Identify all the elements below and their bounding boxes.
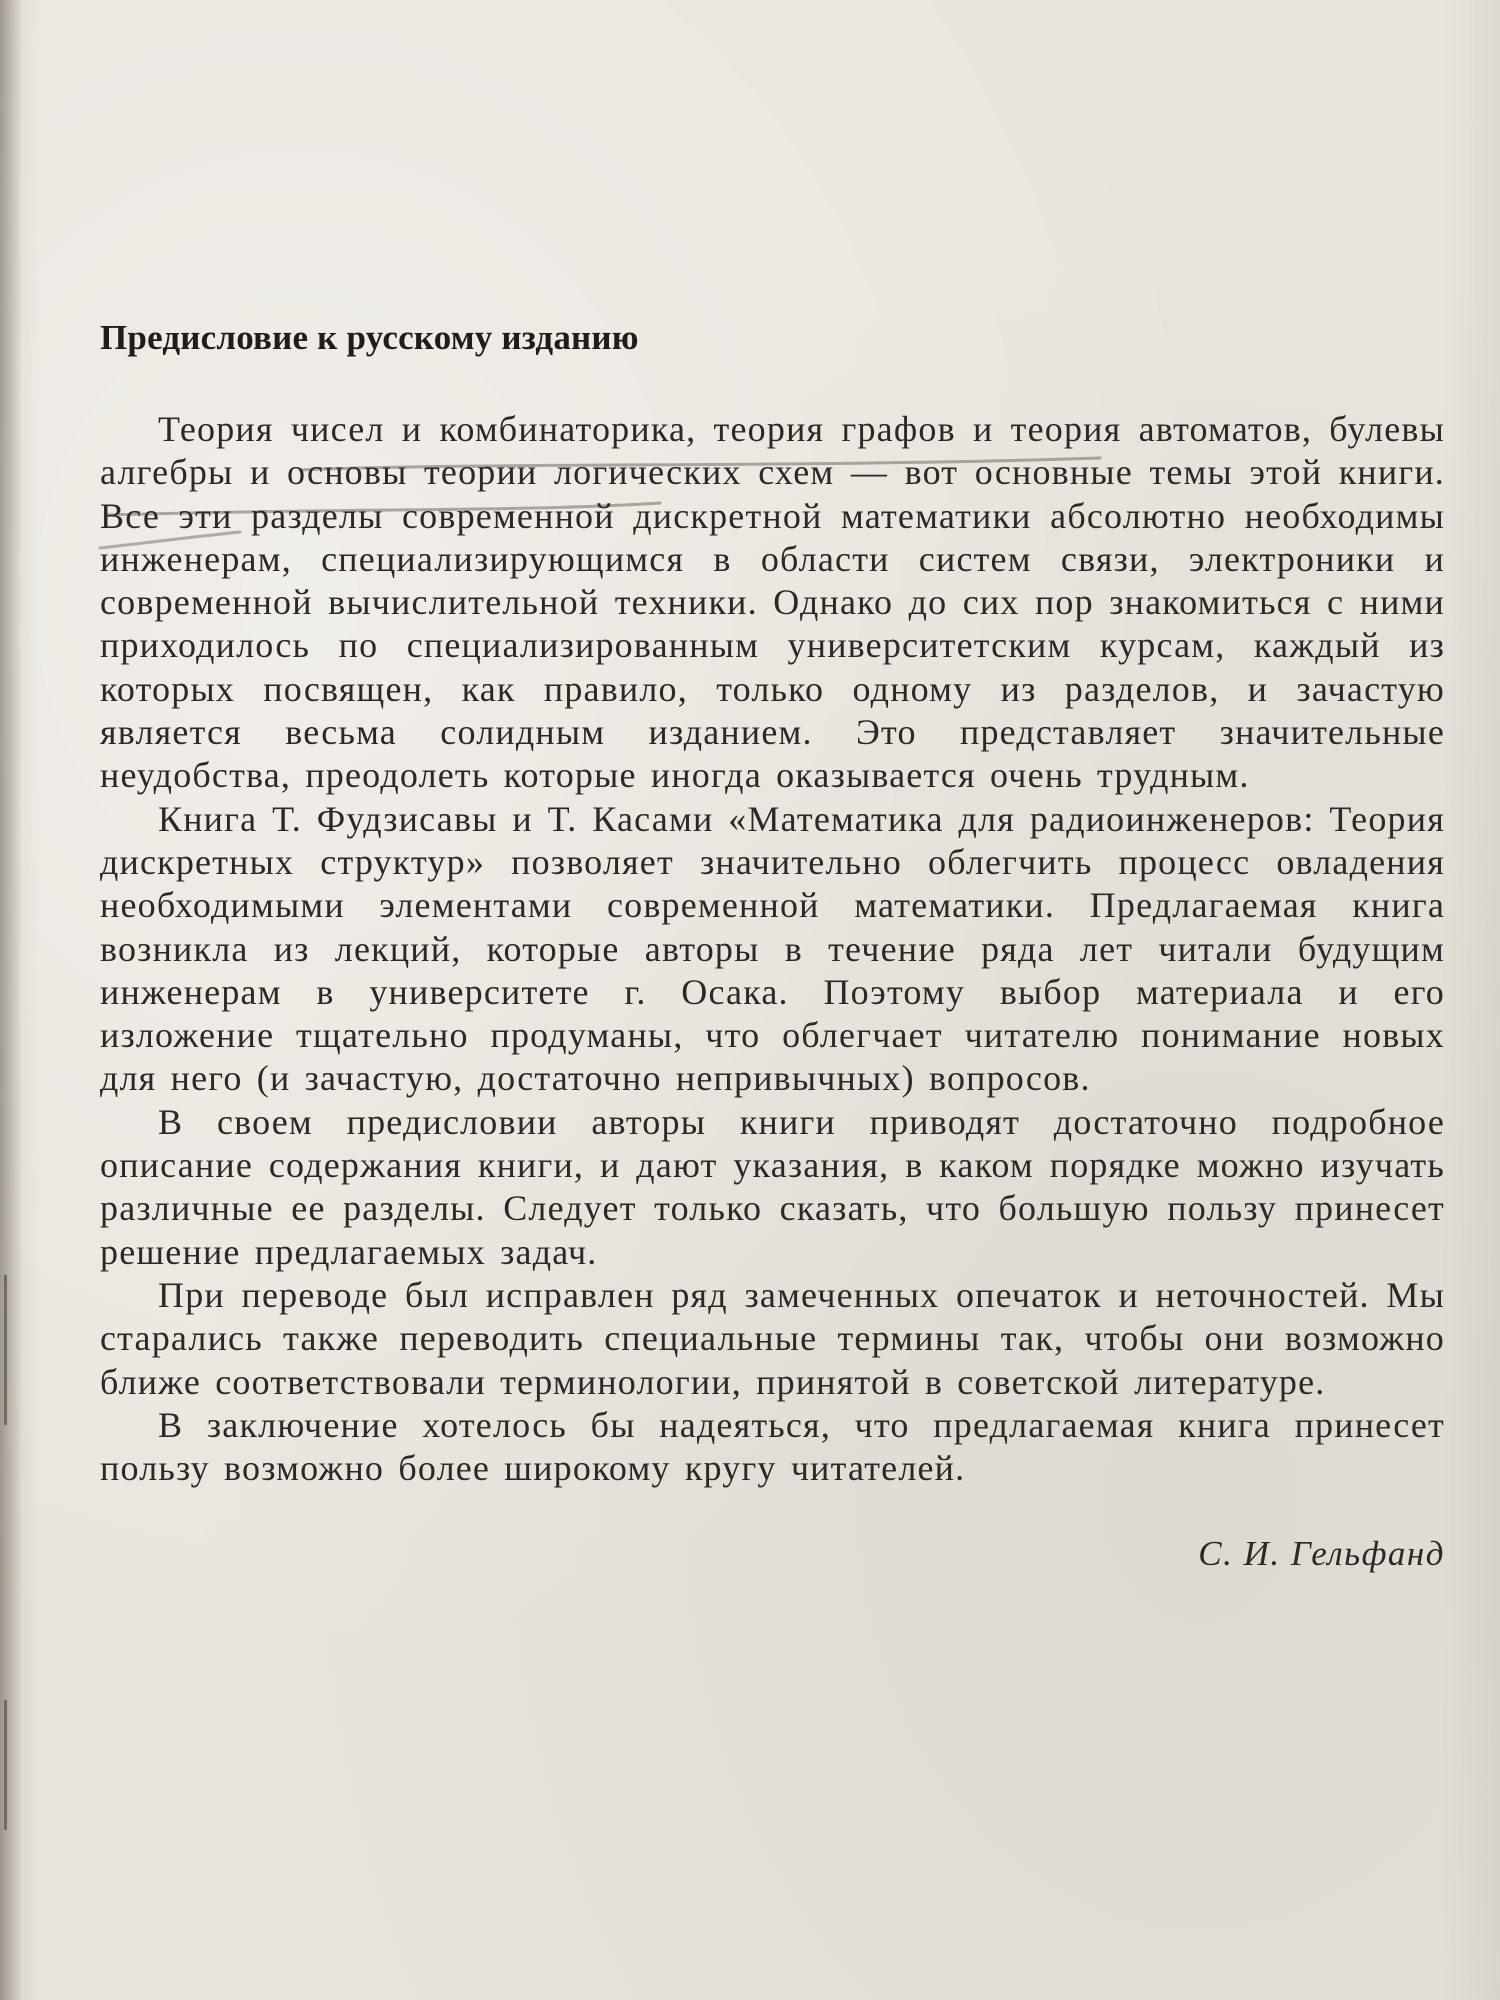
paragraph-2: Книга Т. Фудзисавы и Т. Касами «Математика для радиоинженеров: Теория дискретных структур» позволяет значительно облегчить процесс овладения необходимыми элементами современной математики. Предлагаемая книга возникла из лекций, которые авторы в течение ряда лет читали будущим инженерам в университете г. Осака. Поэтому выбор материала и его изложение тщательно продуманы, что облегчает читателю понимание новых для него (и зачастую, достаточно непривычных) вопросов. [100, 798, 1445, 1099]
binding-mark [4, 1700, 7, 1830]
page-title: Предисловие к русскому изданию [100, 318, 639, 357]
body-text [100, 408, 1445, 1490]
paragraph-5: В заключение хотелось бы надеяться, что предлагаемая книга принесет пользу возможно более широкому кругу читателей. [100, 1404, 1445, 1489]
paragraph-1: Теория чисел и комбинаторика, теория графов и теория автоматов, булевы алгебры и основы теории логических схем — вот основные темы этой книги. Все эти разделы современной дискретной математики абсолютно необходимы инженерам, специализирующимся в области систем связи, электроники и современной вычислительной техники. Однако до сих пор знакомиться с ними приходилось по специализированным университетским курсам, каждый из которых посвящен, как правило, только одному из разделов, и зачастую является весьма солидным изданием. Это представляет значительные неудобства, преодолеть которые иногда оказывается очень трудным. [100, 409, 1445, 796]
document-page [100, 318, 1445, 1574]
paragraph-3: В своем предисловии авторы книги приводят достаточно подробное описание содержания книги, и дают указания, в каком порядке можно изучать различные ее разделы. Следует только сказать, что большую пользу принесет решение предлагаемых задач. [100, 1101, 1445, 1272]
author-signature: С. И. Гельфанд [1198, 1534, 1445, 1574]
binding-mark [4, 1275, 7, 1425]
paragraph-4: При переводе был исправлен ряд замеченных опечаток и неточностей. Мы старались также переводить специальные термины так, чтобы они возможно ближе соответствовали терминологии, принятой в советской литературе. [100, 1274, 1445, 1402]
